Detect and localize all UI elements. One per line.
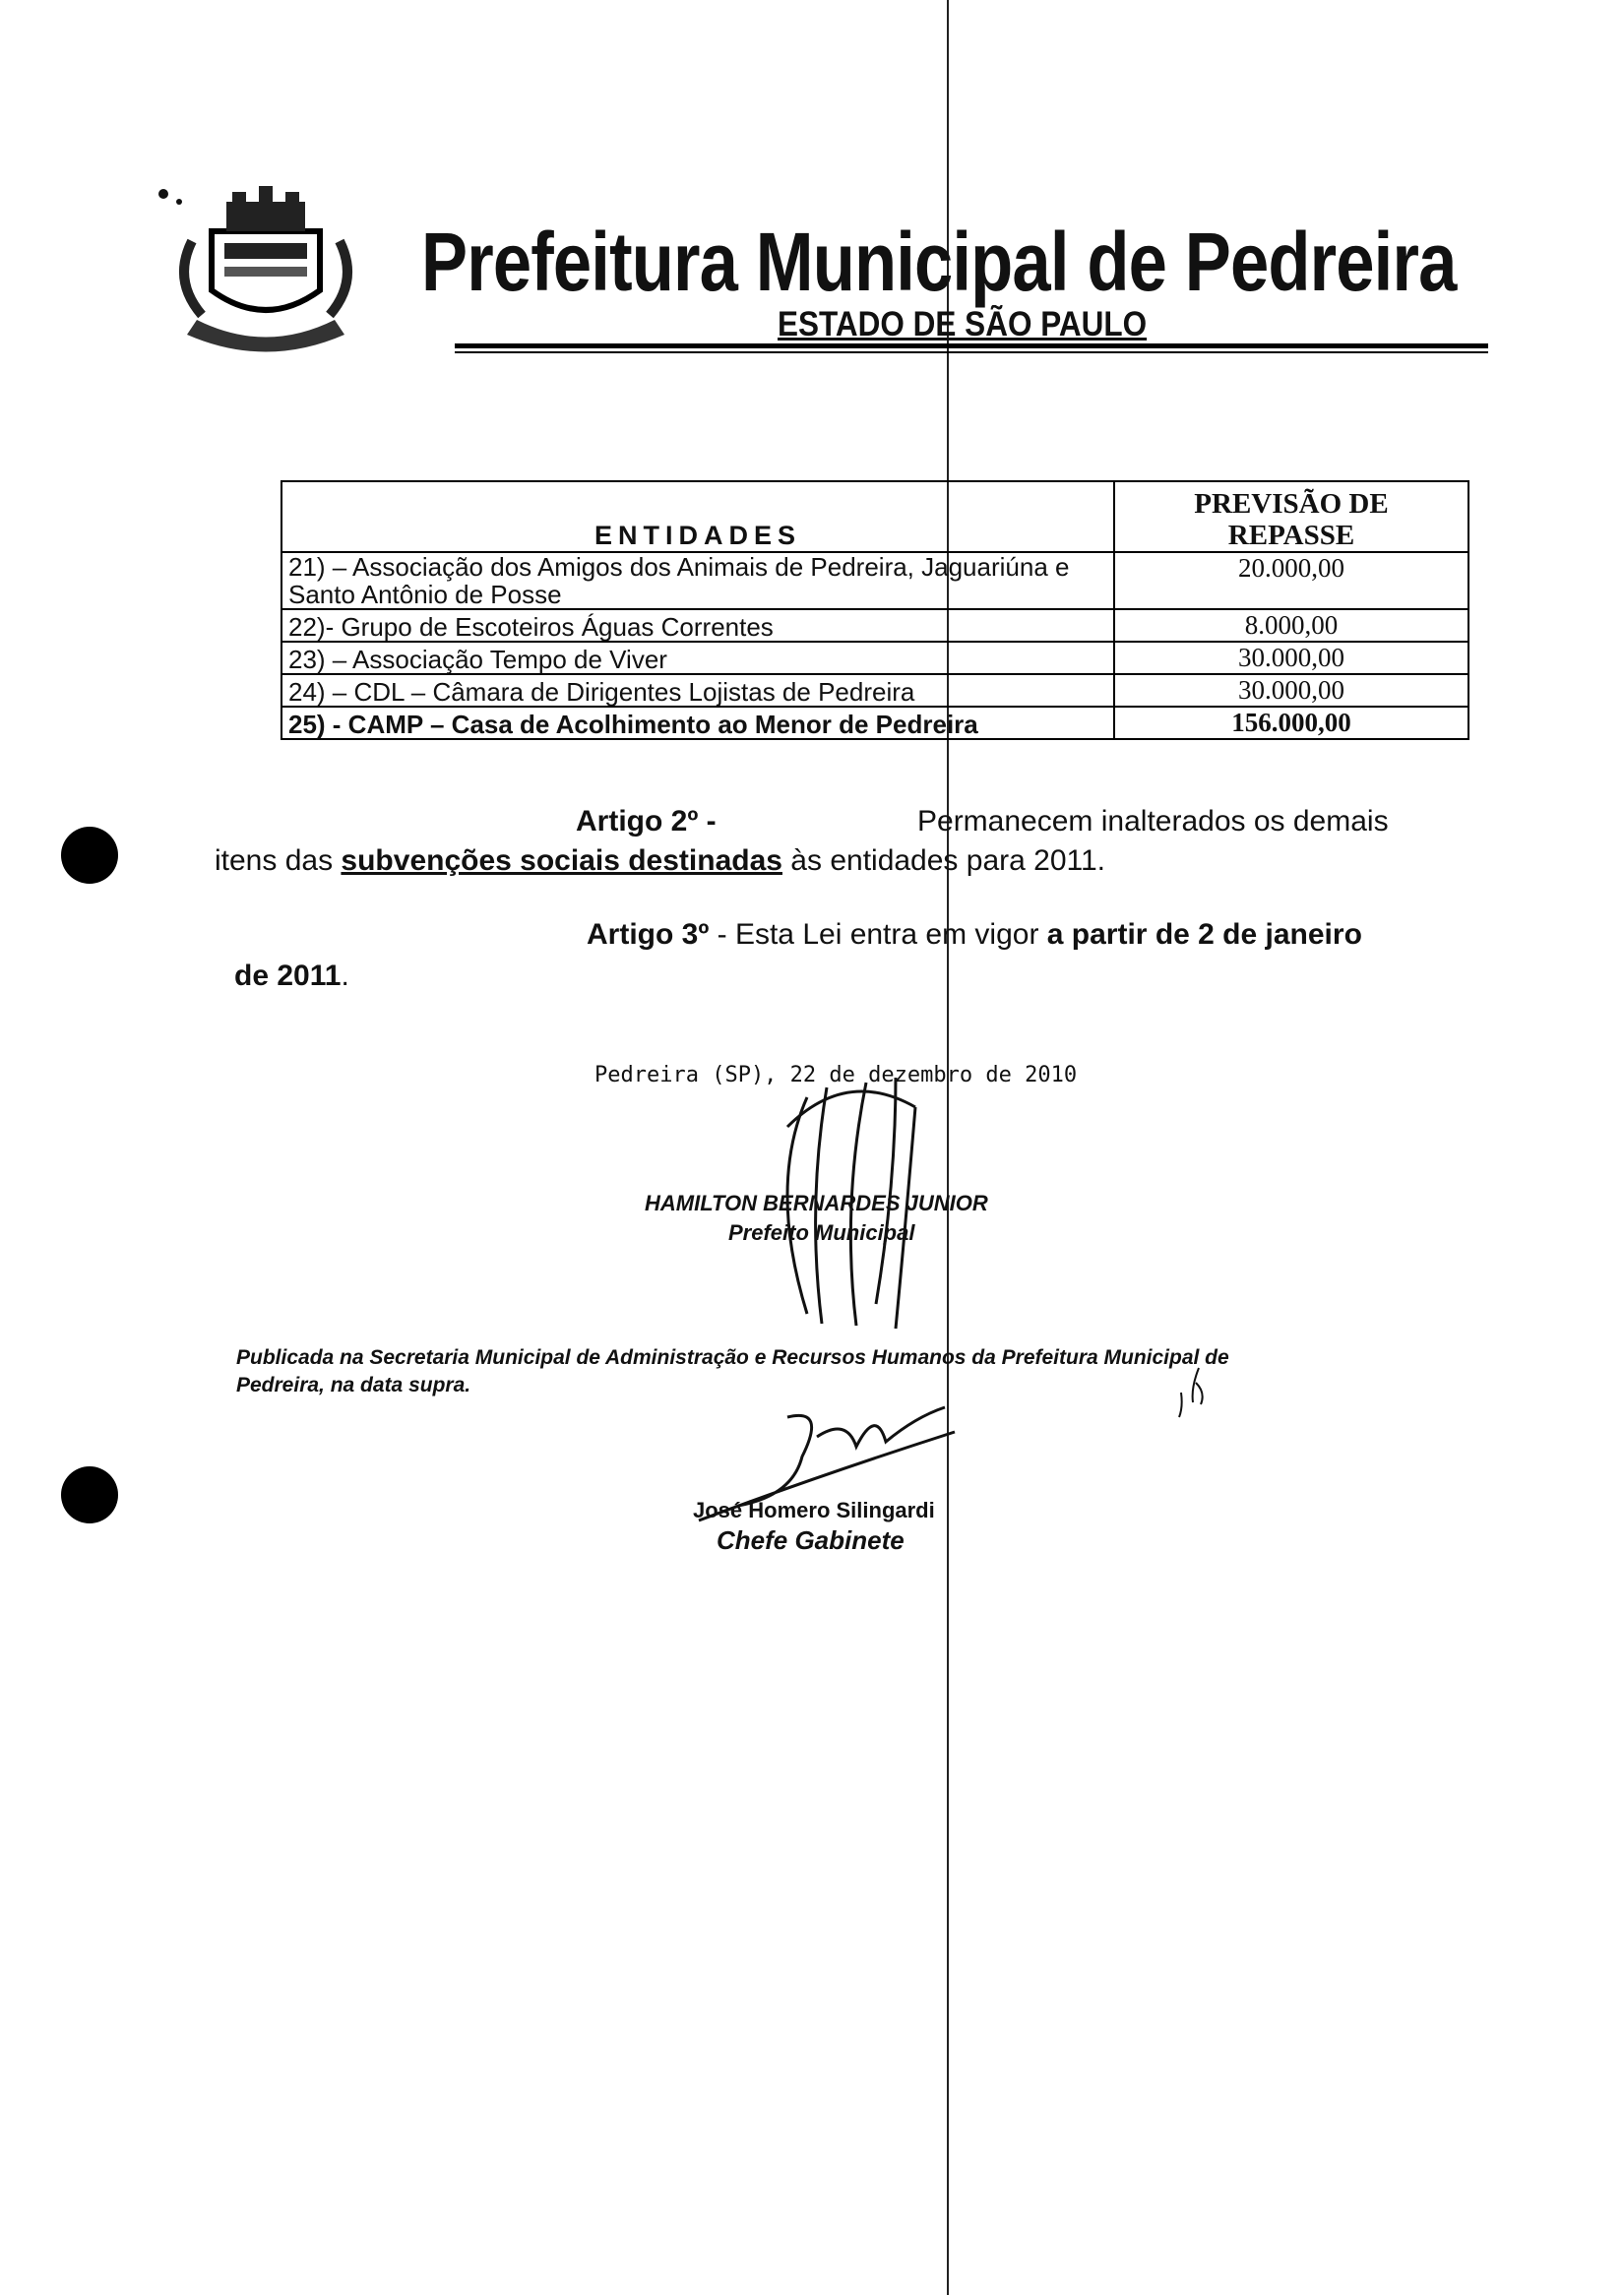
article-3-period: .	[341, 960, 349, 992]
table-row	[281, 609, 1468, 642]
table-row	[281, 552, 1468, 609]
initials-mark	[1171, 1363, 1211, 1422]
place-date: Pedreira (SP), 22 de dezembro de 2010	[594, 1063, 1078, 1087]
article-3-line	[587, 918, 1362, 952]
article-2-emphasis: subvenções sociais destinadas	[341, 844, 782, 877]
publication-line-2: Pedreira, na data supra.	[236, 1374, 471, 1396]
col-value-line1: PREVISÃO DE	[1194, 488, 1389, 520]
mayor-name: HAMILTON BERNARDES JUNIOR	[645, 1191, 988, 1215]
col-value-header	[1114, 481, 1468, 552]
publication-line-1: Publicada na Secretaria Municipal de Administração e Recursos Humanos da Prefeitura Municipal de	[236, 1346, 1229, 1369]
table-header-row	[281, 481, 1468, 552]
entity-name: 24) – CDL – Câmara de Dirigentes Lojistas de Pedreira	[281, 674, 1114, 707]
entity-value: 30.000,00	[1114, 674, 1468, 707]
table-row	[281, 707, 1468, 739]
table-row	[281, 642, 1468, 674]
article-3-date: de 2011	[234, 960, 342, 992]
mayor-title: Prefeito Municipal	[728, 1220, 915, 1245]
article-2-label: Artigo 2º -	[576, 805, 717, 837]
col-entities-header: ENTIDADES	[281, 481, 1114, 552]
article-3-label: Artigo 3º	[587, 918, 710, 951]
entity-value: 30.000,00	[1114, 642, 1468, 674]
article-2-pre: itens das	[215, 844, 342, 877]
coat-of-arms-emblem	[157, 172, 374, 369]
article-3-text: - Esta Lei entra em vigor	[709, 918, 1047, 951]
punch-hole	[61, 1466, 118, 1523]
entity-value: 8.000,00	[1114, 609, 1468, 642]
header-rule-thin	[455, 351, 1488, 353]
entity-value: 156.000,00	[1114, 707, 1468, 739]
article-2-continuation	[215, 844, 1105, 878]
document-subtitle: ESTADO DE SÃO PAULO	[778, 305, 1148, 343]
table-row	[281, 674, 1468, 707]
article-3-continuation	[234, 960, 349, 993]
document-title: Prefeitura Municipal de Pedreira	[421, 216, 1457, 308]
entity-name: 21) – Associação dos Amigos dos Animais de Pedreira, Jaguariúna e Santo Antônio de Posse	[281, 552, 1114, 609]
entity-value: 20.000,00	[1114, 552, 1468, 609]
entity-name: 22)- Grupo de Escoteiros Águas Correntes	[281, 609, 1114, 642]
chief-title: Chefe Gabinete	[717, 1525, 905, 1555]
col-value-line2: REPASSE	[1227, 520, 1355, 551]
header-rule-thick	[455, 343, 1488, 348]
entity-name: 23) – Associação Tempo de Viver	[281, 642, 1114, 674]
punch-hole	[61, 827, 118, 884]
article-2-post: às entidades para 2011.	[781, 844, 1105, 877]
article-2-text: Permanecem inalterados os demais	[917, 805, 1389, 837]
entities-table	[281, 480, 1469, 740]
entity-name: 25) - CAMP – Casa de Acolhimento ao Menor de Pedreira	[281, 707, 1114, 739]
article-3-emphasis: a partir de 2 de janeiro	[1046, 918, 1362, 951]
chief-name: José Homero Silingardi	[693, 1498, 935, 1522]
